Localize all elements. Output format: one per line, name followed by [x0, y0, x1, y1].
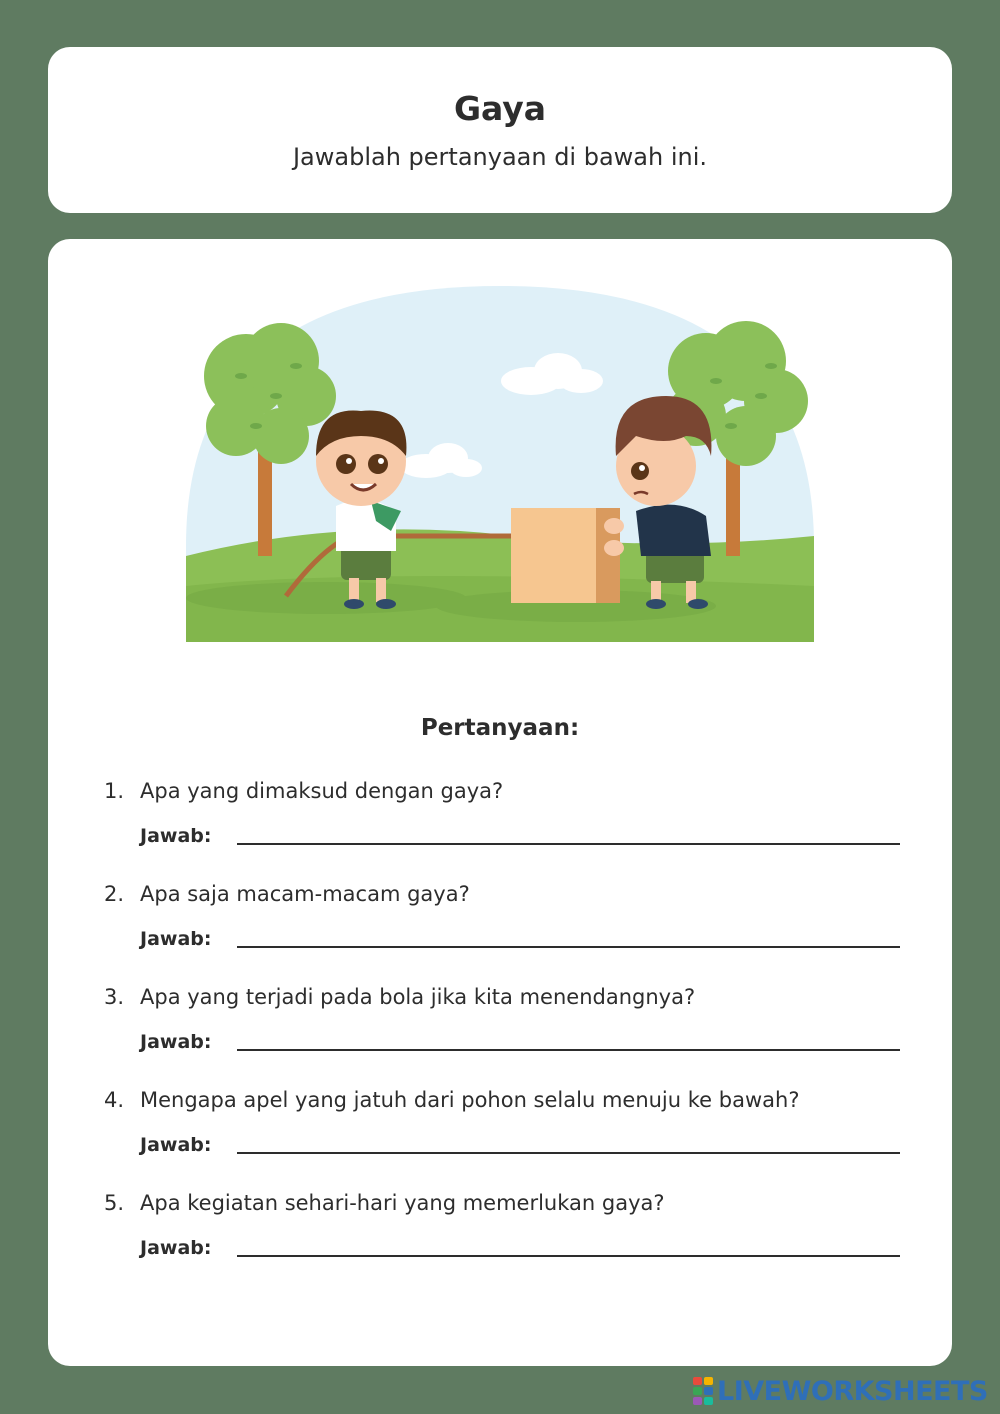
- answer-field[interactable]: [237, 843, 900, 845]
- question-number: 4.: [104, 1088, 125, 1112]
- answer-label: Jawab:: [140, 1031, 212, 1053]
- answer-label: Jawab:: [140, 825, 212, 847]
- question-item: [48, 1187, 952, 1277]
- question-text: Apa yang dimaksud dengan gaya?: [140, 779, 504, 803]
- question-text: Apa saja macam-macam gaya?: [140, 882, 470, 906]
- questions-heading: Pertanyaan:: [420, 715, 580, 741]
- question-item: [48, 878, 952, 968]
- answer-field[interactable]: [237, 1049, 900, 1051]
- answer-label: Jawab:: [140, 1237, 212, 1259]
- answer-field[interactable]: [237, 1152, 900, 1154]
- answer-field[interactable]: [237, 946, 900, 948]
- question-number: 3.: [104, 985, 125, 1009]
- answer-label: Jawab:: [140, 1134, 212, 1156]
- page-subtitle: Jawablah pertanyaan di bawah ini.: [292, 143, 708, 171]
- question-item: [48, 1084, 952, 1174]
- question-item: [48, 981, 952, 1071]
- question-item: [48, 775, 952, 865]
- liveworksheets-text: LIVEWORKSHEETS: [717, 1375, 988, 1407]
- answer-field[interactable]: [237, 1255, 900, 1257]
- question-text: Mengapa apel yang jatuh dari pohon selalu menuju ke bawah?: [140, 1088, 800, 1112]
- worksheet-card: [48, 239, 952, 1366]
- liveworksheets-logo: [692, 1374, 988, 1408]
- question-text: Apa yang terjadi pada bola jika kita menendangnya?: [140, 985, 696, 1009]
- answer-label: Jawab:: [140, 928, 212, 950]
- page-title: Gaya: [453, 89, 547, 128]
- liveworksheets-icon: [692, 1376, 714, 1406]
- children-pushing-pulling-illustration: [186, 286, 814, 642]
- question-number: 2.: [104, 882, 125, 906]
- question-number: 5.: [104, 1191, 125, 1215]
- question-text: Apa kegiatan sehari-hari yang memerlukan gaya?: [140, 1191, 665, 1215]
- header-card: [48, 47, 952, 213]
- question-number: 1.: [104, 779, 125, 803]
